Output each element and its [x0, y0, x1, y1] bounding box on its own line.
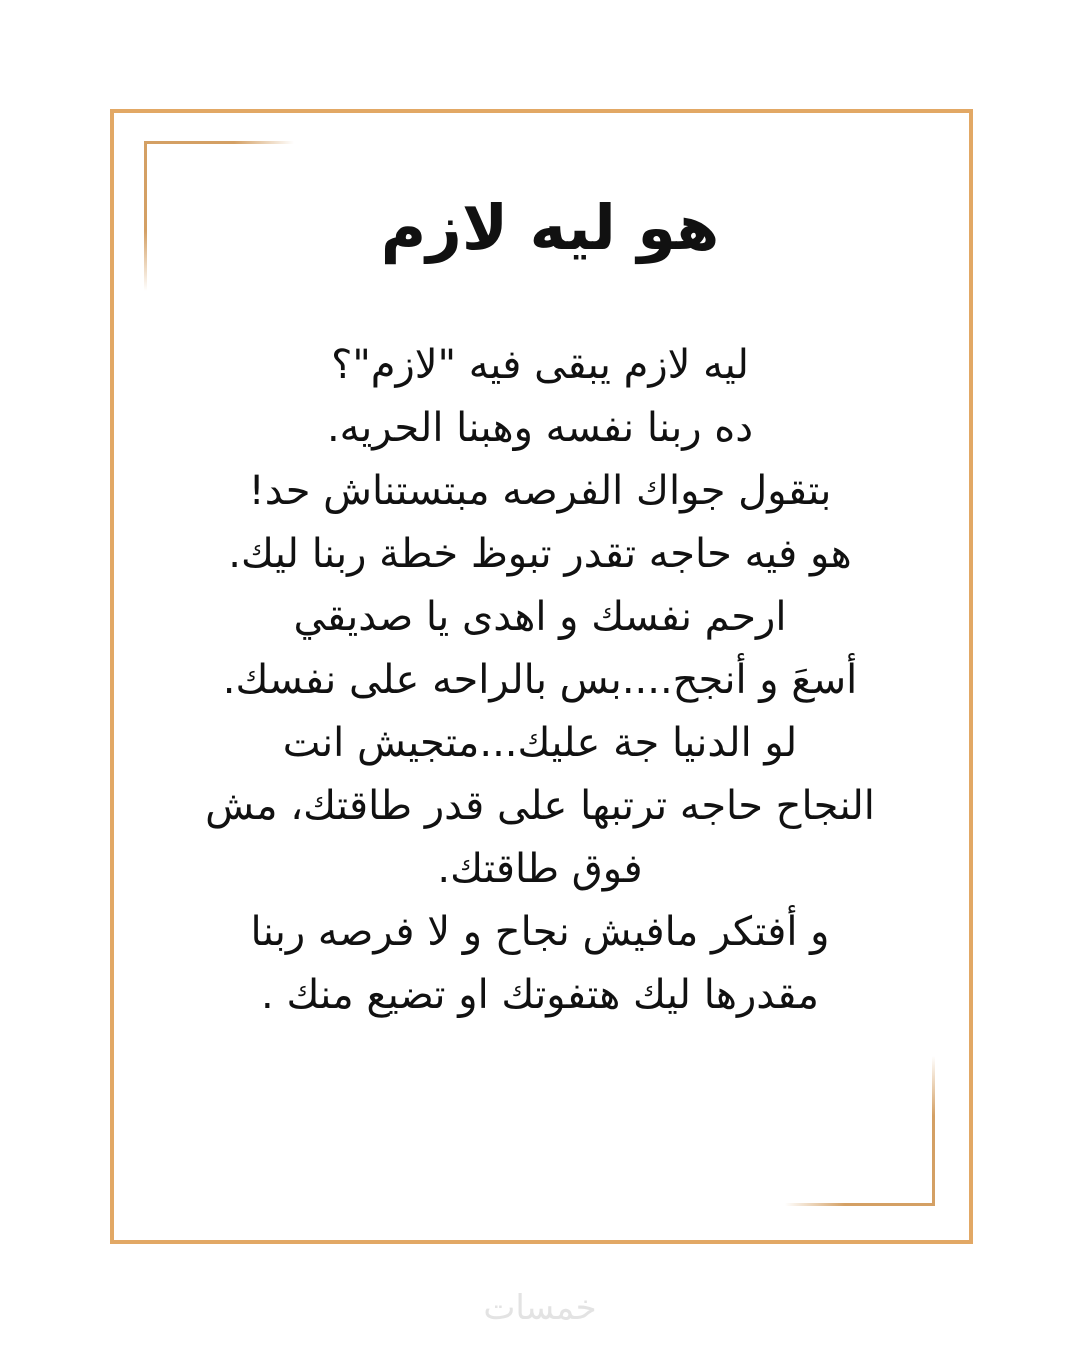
corner-accent-bottom-right-horizontal: [785, 1203, 935, 1206]
body-line: ده ربنا نفسه وهبنا الحريه.: [326, 405, 754, 451]
corner-accent-bottom-right-vertical: [932, 1056, 935, 1206]
corner-accent-top-left-vertical: [144, 141, 147, 291]
body-line: مقدرها ليك هتفوتك او تضيع منك .: [261, 972, 819, 1018]
body-line: هو فيه حاجه تقدر تبوظ خطة ربنا ليك.: [228, 531, 852, 577]
body-line: النجاح حاجه ترتبها على قدر طاقتك، مش: [205, 783, 875, 829]
body-text: [130, 334, 950, 1027]
body-line: ليه لازم يبقى فيه "لازم"؟: [331, 342, 749, 388]
watermark-logo: خمسات: [483, 1288, 597, 1328]
body-line: ارحم نفسك و اهدى يا صديقي: [293, 594, 787, 640]
page-title: هو ليه لازم: [380, 191, 720, 264]
body-line: أسعَ و أنجح....بس بالراحه على نفسك.: [222, 657, 858, 703]
body-line: و أفتكر مافيش نجاح و لا فرصه ربنا: [250, 909, 830, 955]
body-line: فوق طاقتك.: [437, 846, 643, 892]
body-line: لو الدنيا جة عليك...متجيش انت: [282, 720, 798, 766]
body-line: بتقول جواك الفرصه مبتستناش حد!: [248, 468, 832, 514]
corner-accent-top-left-horizontal: [144, 141, 294, 144]
